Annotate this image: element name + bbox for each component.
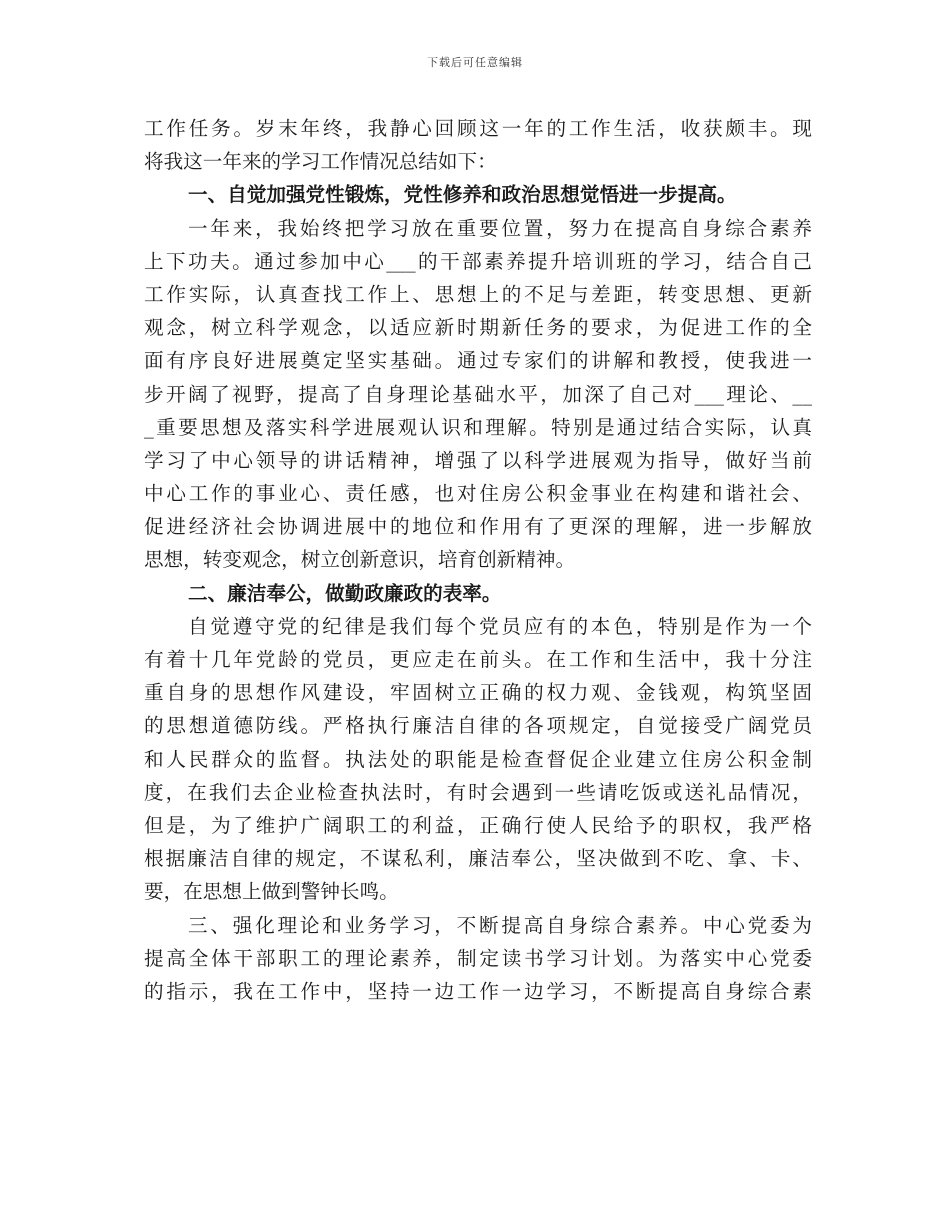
text-line: 将我这一年来的学习工作情况总结如下：	[144, 150, 497, 174]
text-line: 自觉遵守党的纪律是我们每个党员应有的本色，特别是作为一个	[188, 614, 812, 638]
text-line: 中心工作的事业心、责任感，也对住房公积金事业在构建和谐社会、	[144, 482, 812, 506]
text-line: 上下功夫。通过参加中心___的干部素养提升培训班的学习，结合自己	[144, 249, 812, 273]
text-line: 学习了中心领导的讲话精神，增强了以科学进展观为指导，做好当前	[144, 448, 812, 472]
section-heading: 一、自觉加强党性锻炼，党性修养和政治思想觉悟进一步提高。	[188, 183, 737, 207]
text-line: 要，在思想上做到警钟长鸣。	[144, 880, 399, 904]
text-line: 的思想道德防线。严格执行廉洁自律的各项规定，自觉接受广阔党员	[144, 714, 812, 738]
text-line: 一年来，我始终把学习放在重要位置，努力在提高自身综合素养	[188, 216, 812, 240]
text-line: 思想，转变观念，树立创新意识，培育创新精神。	[144, 548, 576, 572]
page-header-note: 下载后可任意编辑	[427, 56, 523, 69]
text-line: 三、强化理论和业务学习，不断提高自身综合素养。中心党委为	[188, 913, 812, 937]
text-line: 根据廉洁自律的规定，不谋私利，廉洁奉公，坚决做到不吃、拿、卡、	[144, 847, 812, 871]
section-heading: 二、廉洁奉公，做勤政廉政的表率。	[188, 581, 502, 605]
text-line: 工作实际，认真查找工作上、思想上的不足与差距，转变思想、更新	[144, 282, 812, 306]
text-line: 提高全体干部职工的理论素养，制定读书学习计划。为落实中心党委	[144, 946, 812, 970]
text-line: _重要思想及落实科学进展观认识和理解。特别是通过结合实际，认真	[144, 415, 812, 439]
document-body	[144, 112, 812, 1008]
text-line: 促进经济社会协调进展中的地位和作用有了更深的理解，进一步解放	[144, 515, 812, 539]
text-line: 重自身的思想作风建设，牢固树立正确的权力观、金钱观，构筑坚固	[144, 681, 812, 705]
text-line: 工作任务。岁末年终，我静心回顾这一年的工作生活，收获颇丰。现	[144, 117, 812, 140]
text-line: 度，在我们去企业检查执法时，有时会遇到一些请吃饭或送礼品情况，	[144, 780, 812, 804]
text-line: 观念，树立科学观念，以适应新时期新任务的要求，为促进工作的全	[144, 316, 812, 340]
text-line: 步开阔了视野，提高了自身理论基础水平，加深了自己对___理论、__	[144, 382, 812, 406]
text-line: 的指示，我在工作中，坚持一边工作一边学习，不断提高自身综合素	[144, 979, 812, 1003]
text-line: 但是，为了维护广阔职工的利益，正确行使人民给予的职权，我严格	[144, 813, 812, 837]
text-line: 面有序良好进展奠定坚实基础。通过专家们的讲解和教授，使我进一	[144, 349, 812, 373]
text-line: 有着十几年党龄的党员，更应走在前头。在工作和生活中，我十分注	[144, 648, 812, 671]
text-line: 和人民群众的监督。执法处的职能是检查督促企业建立住房公积金制	[144, 747, 812, 771]
